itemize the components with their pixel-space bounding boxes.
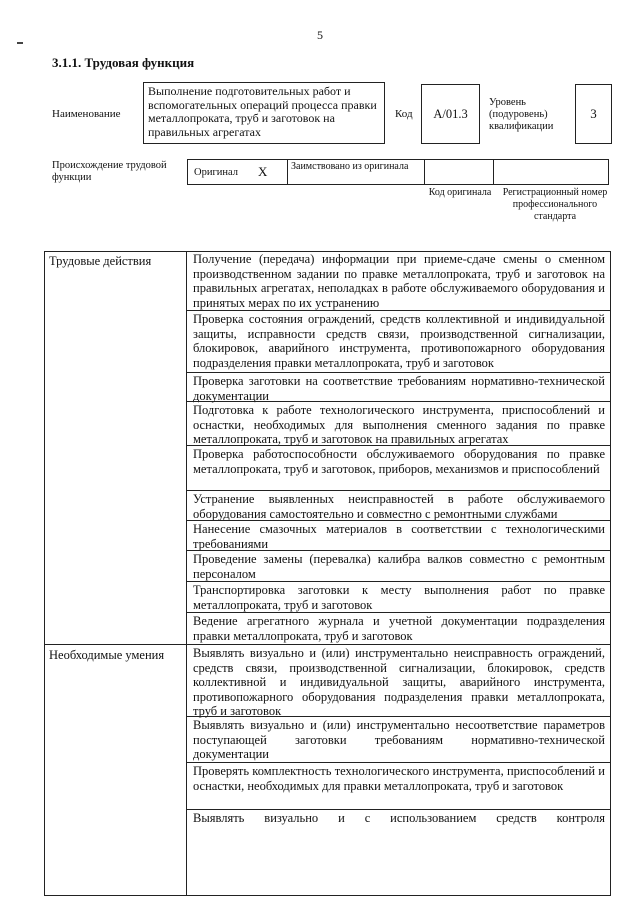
action-item: Устранение выявленных неисправностей в работе обслуживаемого оборудования самостоятельно и совместно с ремонтными службами	[186, 490, 611, 520]
margin-mark	[17, 42, 23, 44]
origin-label: Происхождение трудовой функции	[52, 160, 167, 183]
code-original-cell	[424, 159, 494, 185]
page-number: 5	[317, 28, 323, 42]
origin-original-cell	[187, 159, 288, 185]
reg-number-caption: Регистрационный номер профессионального стандарта	[502, 187, 608, 222]
qualification-level-label: Уровень (подуровень) квалификации	[489, 97, 554, 132]
borrowed-cell: Заимствовано из оригинала	[287, 159, 425, 185]
original-label: Оригинал	[194, 166, 238, 178]
code-label: Код	[395, 108, 413, 120]
skill-item: Выявлять визуально и (или) инструментально неисправность ограждений, средств связи, производственной сигнализации, блокировок, средств коллективной и индивидуальной защиты, аварийного инструмента, противопожарного оборудования подразделения правки металлопроката, труб и заготовок	[193, 646, 605, 718]
origin-row	[188, 159, 611, 185]
name-label: Наименование	[52, 108, 121, 120]
skills-label: Необходимые умения	[49, 648, 165, 662]
code-value-box: A/01.3	[421, 84, 480, 144]
qualification-level-box: 3	[575, 84, 612, 144]
skill-item: Выявлять визуально и с использованием средств контроля	[186, 809, 611, 828]
original-mark: X	[258, 164, 268, 179]
action-item: Подготовка к работе технологического инструмента, приспособлений и оснастки, необходимых для выполнения сменного задания по правке металлопроката, труб и заготовок на правильных агрегатах	[186, 401, 611, 445]
action-item: Проверка работоспособности обслуживаемого оборудования по правке металлопроката, труб и заготовок, приборов, механизмов и приспособлений	[186, 445, 611, 490]
function-name-box: Выполнение подготовительных работ и вспомогательных операций процесса правки металлопроката, труб и заготовок на правильных агрегатах	[143, 82, 385, 144]
code-original-caption: Код оригинала	[428, 187, 492, 198]
action-item: Нанесение смазочных материалов в соответствии с технологическими требованиями	[186, 520, 611, 550]
action-item: Проверка состояния ограждений, средств коллективной и индивидуальной защиты, исправности средств связи, производственной сигнализации, блокировок, аварийного инструмента, противопожарного оборудования подразделения правки металлопроката, труб и заготовок	[186, 310, 611, 372]
action-item: Проверка заготовки на соответствие требованиям нормативно-технической документации	[186, 372, 611, 401]
reg-number-cell	[493, 159, 609, 185]
actions-label: Трудовые действия	[49, 254, 152, 268]
action-item: Транспортировка заготовки к месту выполнения работ по правке металлопроката, труб и заготовок	[186, 581, 611, 612]
action-item: Проведение замены (перевалка) калибра валков совместно с ремонтным персоналом	[186, 550, 611, 581]
skill-item: Проверять комплектность технологического инструмента, приспособлений и оснастки, необходимых для правки металлопроката, труб и заготовок	[186, 762, 611, 809]
action-item: Получение (передача) информации при приеме-сдаче смены о сменном производственном задании по правке металлопроката, труб и заготовок на правильных агрегатах, неполадках в работе обслуживаемого оборудования и принятых мерах по их устранению	[193, 252, 605, 310]
skill-item: Выявлять визуально и (или) инструментально несоответствие параметров поступающей заготовки требованиям нормативно-технической документации	[186, 716, 611, 762]
section-title: 3.1.1. Трудовая функция	[52, 55, 195, 70]
action-item: Ведение агрегатного журнала и учетной документации подразделения правки металлопроката, труб и заготовок	[186, 612, 611, 644]
